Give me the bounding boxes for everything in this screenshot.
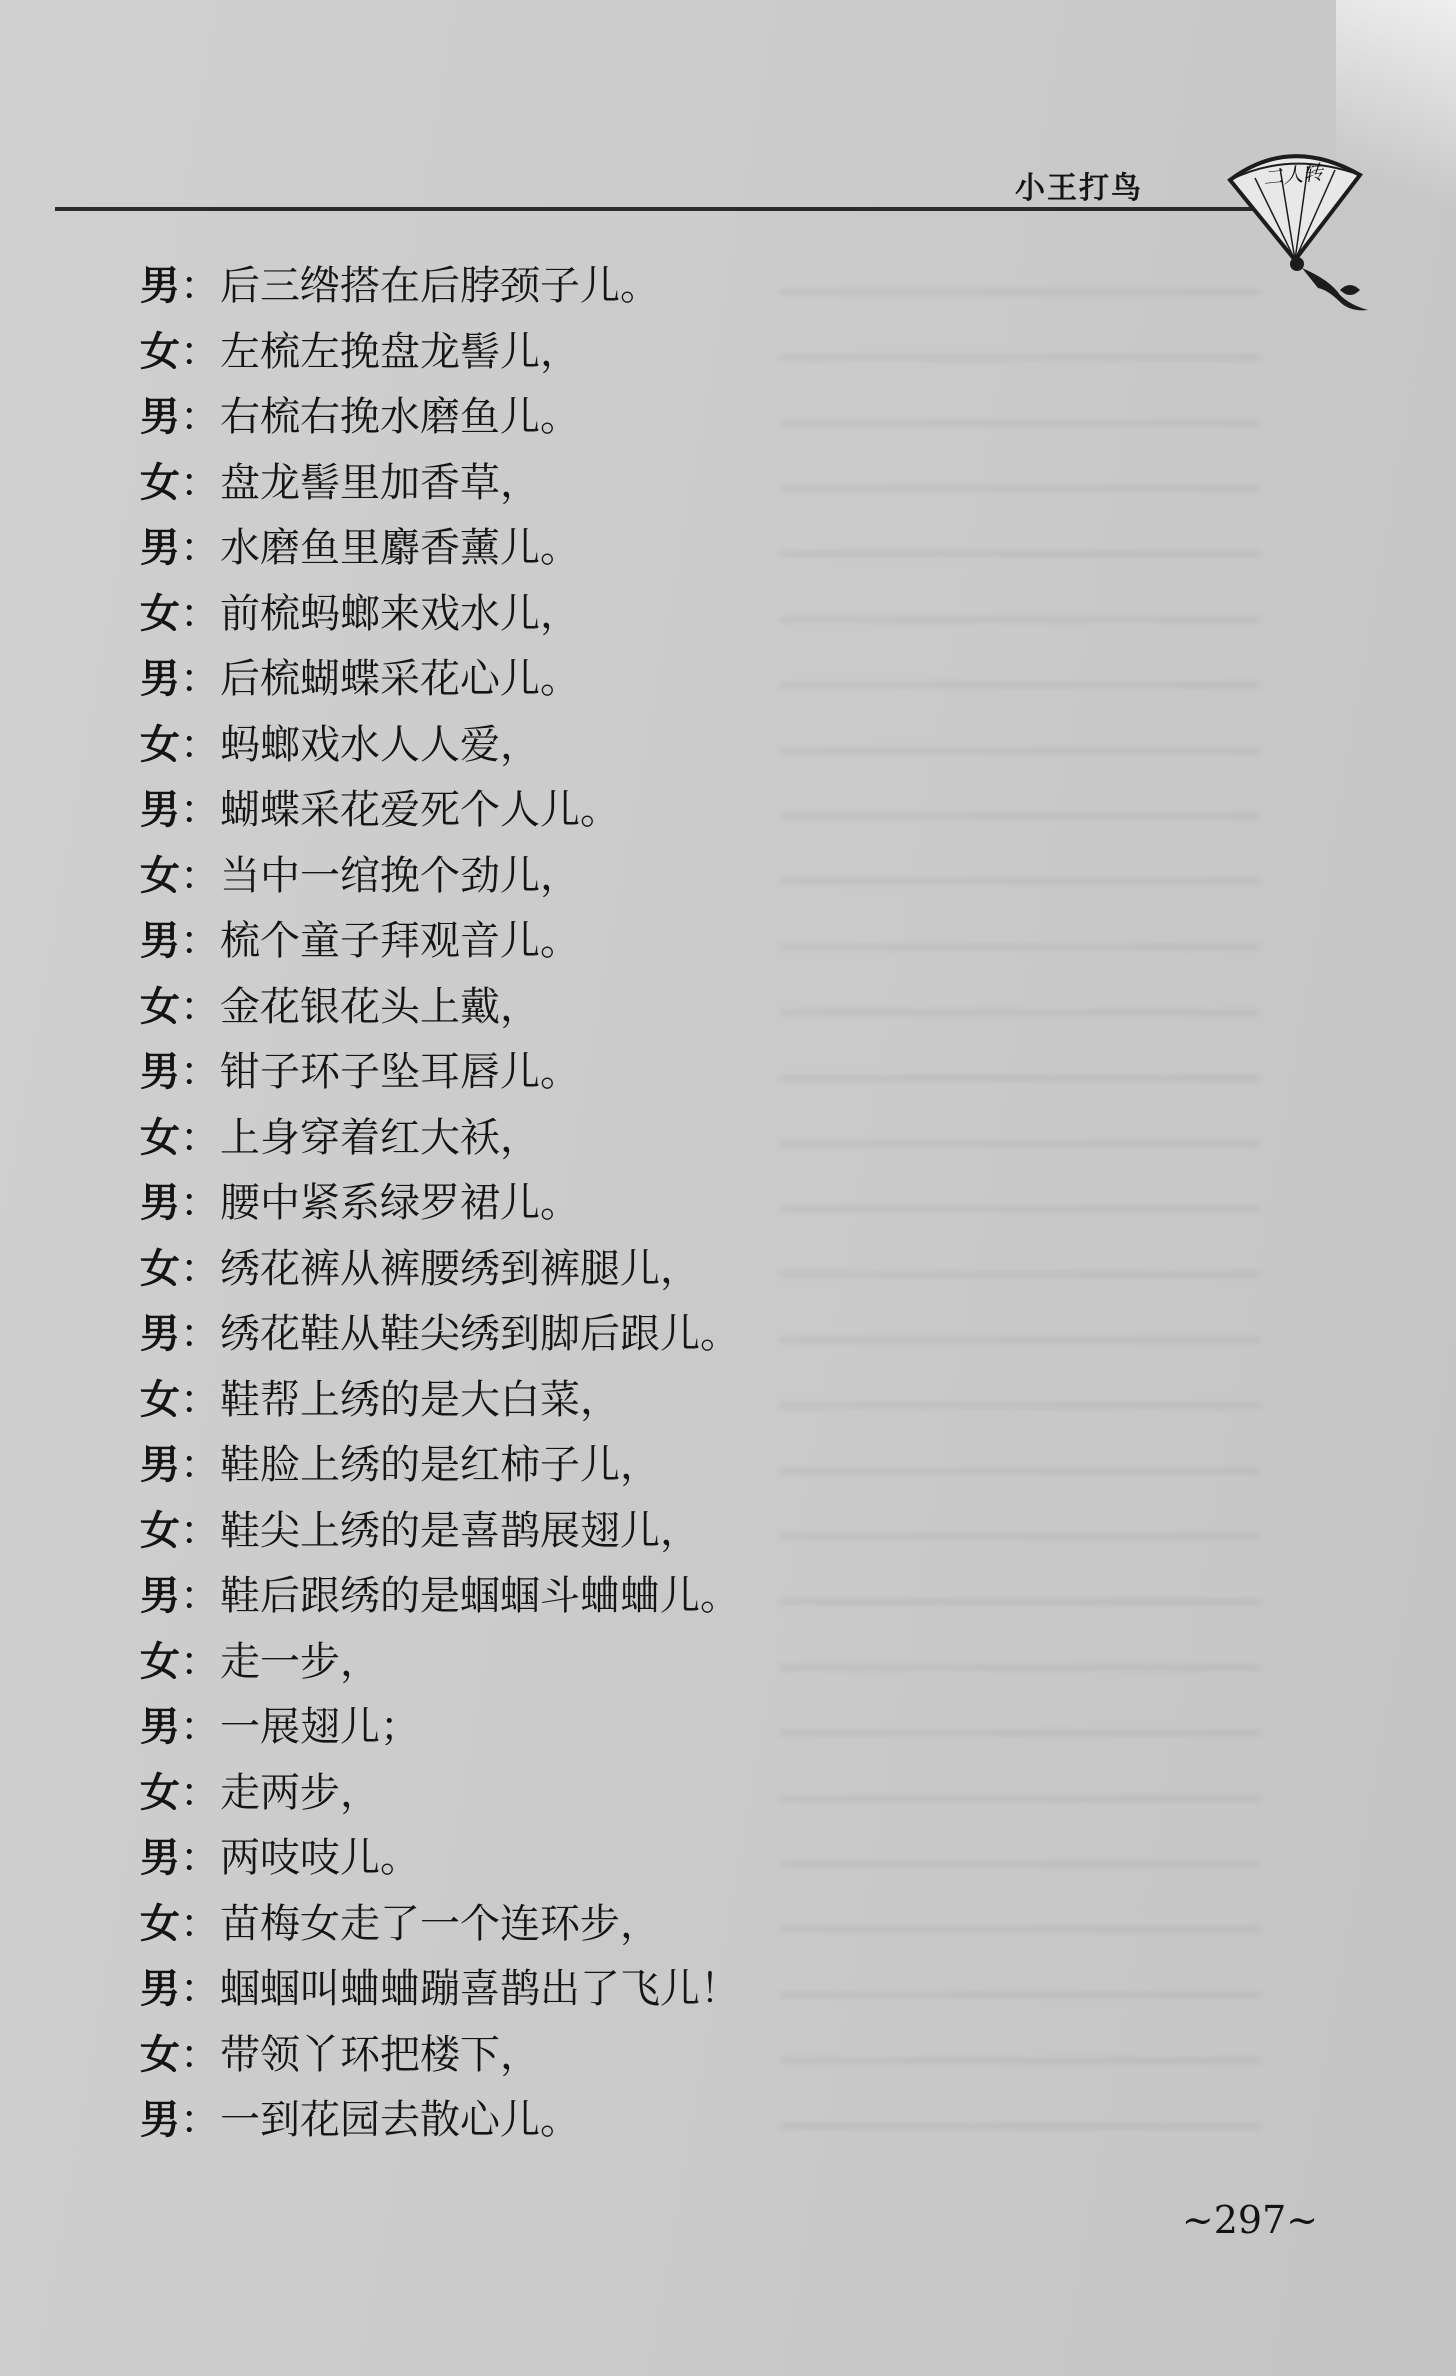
dialogue-text: 右梳右挽水磨鱼儿。 [220, 394, 580, 440]
dialogue-line [140, 1956, 1140, 2022]
speaker-label: 女 [140, 1506, 180, 1554]
speaker-label: 男 [140, 393, 180, 440]
dialogue-line [140, 974, 1140, 1040]
speaker-label: 男 [140, 786, 180, 833]
dialogue-text: 金花银花头上戴， [220, 983, 540, 1030]
speaker-label: 女 [140, 1375, 180, 1423]
dialogue-line [140, 646, 1140, 712]
speaker-label: 女 [140, 1113, 180, 1161]
dialogue-line [140, 2022, 1140, 2088]
speaker-label: 女 [140, 1637, 180, 1685]
dialogue-line [140, 843, 1140, 909]
header-rule [55, 207, 1270, 211]
dialogue-line [140, 253, 1140, 319]
speaker-label: 女 [140, 1899, 180, 1947]
dialogue-text: 鞋后跟绣的是蝈蝈斗蛐蛐儿。 [220, 1573, 740, 1619]
dialogue-text: 一展翅儿； [220, 1704, 420, 1750]
speaker-colon: ： [180, 983, 220, 1030]
speaker-colon: ： [180, 2097, 220, 2143]
dialogue-text: 走一步， [220, 1638, 380, 1685]
speaker-colon: ： [180, 1114, 220, 1161]
dialogue-line [140, 1301, 1140, 1367]
speaker-colon: ： [180, 1704, 220, 1750]
dialogue-text: 上身穿着红大袄， [220, 1114, 540, 1161]
speaker-colon: ： [180, 1311, 220, 1357]
speaker-colon: ： [180, 787, 220, 833]
speaker-label: 女 [140, 1244, 180, 1292]
speaker-label: 女 [140, 720, 180, 768]
dialogue-line [140, 515, 1140, 581]
speaker-colon: ： [180, 1966, 220, 2012]
speaker-label: 男 [140, 2096, 180, 2143]
dialogue-text: 绣花裤从裤腰绣到裤腿儿， [220, 1245, 700, 1292]
dialogue-text: 后三绺搭在后脖颈子儿。 [220, 263, 660, 309]
speaker-label: 男 [140, 1048, 180, 1095]
speaker-colon: ： [180, 1507, 220, 1554]
speaker-colon: ： [180, 328, 220, 375]
dialogue-line [140, 1629, 1140, 1695]
dialogue-line [140, 1694, 1140, 1760]
dialogue-line [140, 1105, 1140, 1171]
dialogue-text: 两吱吱儿。 [220, 1835, 420, 1881]
speaker-label: 女 [140, 1768, 180, 1816]
dialogue-line [140, 384, 1140, 450]
dialogue-line [140, 712, 1140, 778]
speaker-colon: ： [180, 394, 220, 440]
speaker-colon: ： [180, 721, 220, 768]
speaker-colon: ： [180, 459, 220, 506]
speaker-colon: ： [180, 1376, 220, 1423]
speaker-label: 男 [140, 1179, 180, 1226]
dialogue-text: 前梳蚂螂来戏水儿， [220, 590, 580, 637]
dialogue-line [140, 1236, 1140, 1302]
dialogue-text: 蝈蝈叫蛐蛐蹦喜鹊出了飞儿！ [220, 1966, 740, 2012]
speaker-label: 男 [140, 1572, 180, 1619]
dialogue-list [140, 253, 1140, 2153]
speaker-colon: ： [180, 525, 220, 571]
speaker-colon: ： [180, 1769, 220, 1816]
speaker-colon: ： [180, 1049, 220, 1095]
dialogue-line [140, 319, 1140, 385]
page-number: ~297~ [1181, 2198, 1319, 2242]
dialogue-text: 带领丫环把楼下， [220, 2031, 540, 2078]
dialogue-line [140, 1825, 1140, 1891]
speaker-colon: ： [180, 263, 220, 309]
dialogue-line [140, 450, 1140, 516]
dialogue-text: 走两步， [220, 1769, 380, 1816]
speaker-label: 男 [140, 1834, 180, 1881]
speaker-colon: ： [180, 590, 220, 637]
speaker-label: 女 [140, 458, 180, 506]
speaker-colon: ： [180, 1180, 220, 1226]
dialogue-line [140, 1563, 1140, 1629]
dialogue-line [140, 1432, 1140, 1498]
speaker-label: 男 [140, 1441, 180, 1488]
dialogue-line [140, 1498, 1140, 1564]
speaker-colon: ： [180, 2031, 220, 2078]
speaker-label: 男 [140, 655, 180, 702]
dialogue-text: 苗梅女走了一个连环步， [220, 1900, 660, 1947]
speaker-colon: ： [180, 852, 220, 899]
speaker-colon: ： [180, 1573, 220, 1619]
fan-label: 二人转 [1261, 159, 1325, 191]
dialogue-text: 钳子环子坠耳唇儿。 [220, 1049, 580, 1095]
speaker-label: 女 [140, 982, 180, 1030]
speaker-label: 男 [140, 524, 180, 571]
speaker-label: 女 [140, 2030, 180, 2078]
dialogue-text: 梳个童子拜观音儿。 [220, 918, 580, 964]
speaker-label: 女 [140, 589, 180, 637]
dialogue-line [140, 1760, 1140, 1826]
dialogue-text: 鞋脸上绣的是红柿子儿， [220, 1442, 660, 1488]
speaker-label: 男 [140, 1965, 180, 2012]
speaker-colon: ： [180, 656, 220, 702]
speaker-label: 男 [140, 1310, 180, 1357]
dialogue-text: 鞋帮上绣的是大白菜， [220, 1376, 620, 1423]
speaker-colon: ： [180, 1442, 220, 1488]
speaker-colon: ： [180, 1900, 220, 1947]
speaker-label: 女 [140, 327, 180, 375]
speaker-label: 男 [140, 262, 180, 309]
dialogue-line [140, 777, 1140, 843]
speaker-label: 女 [140, 851, 180, 899]
dialogue-text: 腰中紧系绿罗裙儿。 [220, 1180, 580, 1226]
running-header-title: 小王打鸟 [1015, 171, 1143, 206]
speaker-colon: ： [180, 1245, 220, 1292]
dialogue-text: 左梳左挽盘龙髻儿， [220, 328, 580, 375]
speaker-colon: ： [180, 1835, 220, 1881]
speaker-label: 男 [140, 1703, 180, 1750]
dialogue-line [140, 1891, 1140, 1957]
dialogue-line [140, 2087, 1140, 2153]
dialogue-text: 当中一绾挽个劲儿， [220, 852, 580, 899]
speaker-colon: ： [180, 918, 220, 964]
dialogue-text: 蝴蝶采花爱死个人儿。 [220, 787, 620, 833]
dialogue-text: 蚂螂戏水人人爱， [220, 721, 540, 768]
dialogue-text: 后梳蝴蝶采花心儿。 [220, 656, 580, 702]
dialogue-line [140, 908, 1140, 974]
dialogue-line [140, 1170, 1140, 1236]
dialogue-text: 盘龙髻里加香草， [220, 459, 540, 506]
dialogue-line [140, 1367, 1140, 1433]
speaker-colon: ： [180, 1638, 220, 1685]
speaker-label: 男 [140, 917, 180, 964]
dialogue-text: 鞋尖上绣的是喜鹊展翅儿， [220, 1507, 700, 1554]
dialogue-text: 水磨鱼里麝香薰儿。 [220, 525, 580, 571]
dialogue-line [140, 1039, 1140, 1105]
dialogue-text: 绣花鞋从鞋尖绣到脚后跟儿。 [220, 1311, 740, 1357]
dialogue-text: 一到花园去散心儿。 [220, 2097, 580, 2143]
dialogue-line [140, 581, 1140, 647]
